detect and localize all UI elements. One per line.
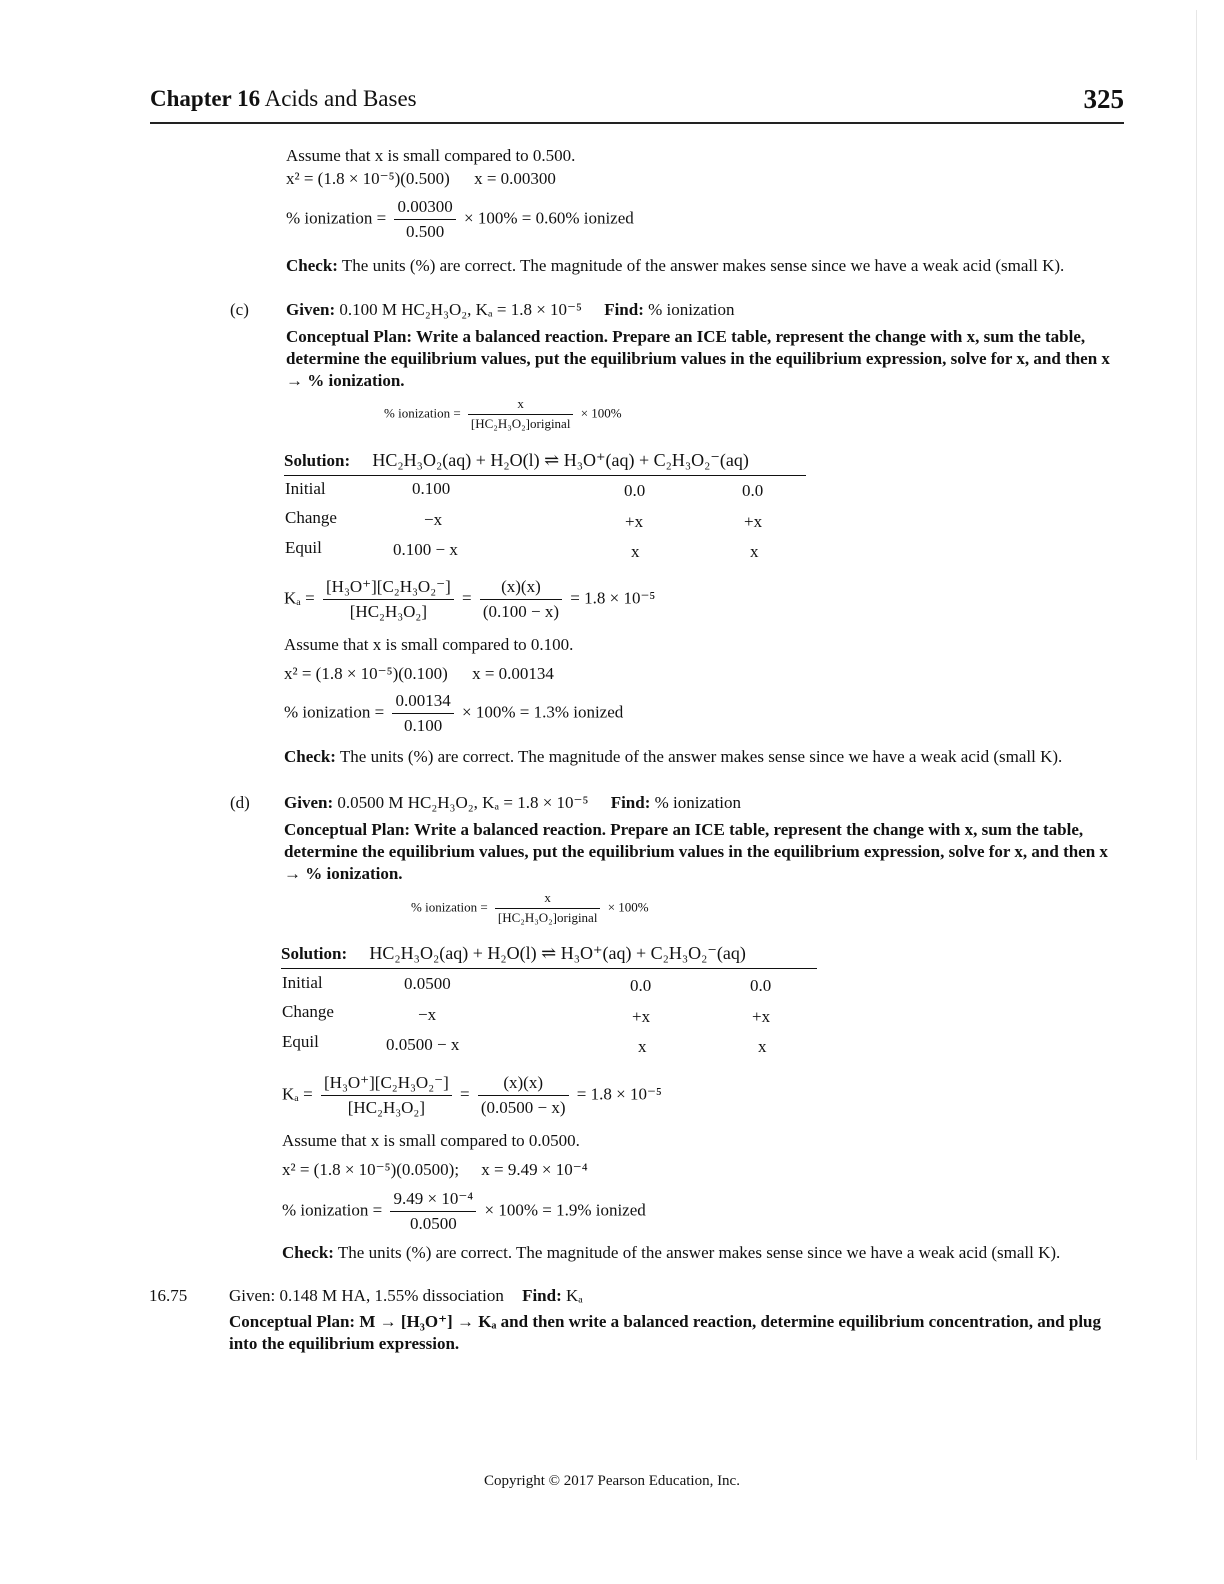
page-number: 325 (1083, 84, 1124, 114)
part-c-ka-num2: (x)(x) (480, 576, 562, 600)
part-d-plan-num: x (495, 890, 601, 909)
part-c-pct-den: 0.100 (403, 716, 443, 736)
problem-16-75-find-label: Find: (522, 1286, 562, 1305)
part-d-ice-acid: −x (418, 1005, 437, 1024)
part-c-solution-header (284, 449, 806, 476)
part-c-plan-num: x (468, 396, 574, 415)
part-c-conceptual-plan: Conceptual Plan: Write a balanced reaction. Prepare an ICE table, represent the change with x, sum the table, determine the equilibrium values, put the equilibrium values in the equilibrium expression, solve for x, and then x → % ionization. (286, 327, 1110, 391)
part-b-check (286, 255, 1086, 277)
chapter-name: Acids and Bases (264, 86, 417, 111)
part-b-x2-equation (286, 168, 556, 190)
part-d-x2: x² = (1.8 × 10⁻⁵)(0.0500); (282, 1160, 460, 1179)
part-c-x-value: x = 0.00134 (472, 664, 554, 683)
part-c-ka-result: = 1.8 × 10⁻⁵ (570, 588, 656, 608)
part-d-ice-row-label: Change (282, 1002, 334, 1021)
part-d-ice-base: x (758, 1037, 767, 1056)
part-d-letter: (d) (230, 793, 250, 812)
part-c-letter: (c) (230, 300, 249, 319)
chapter-title (150, 84, 417, 114)
part-d-ka-den1: [HC₂H₃O₂] (347, 1098, 426, 1118)
part-c-ka-fraction-2 (480, 576, 562, 623)
part-c-ka-label: Kₐ = (284, 588, 315, 608)
part-b-pct-result: × 100% = 0.60% ionized (463, 208, 634, 228)
part-d-plan-den: [HC₂H₃O₂]original (497, 909, 598, 925)
part-c-ice-base: x (750, 542, 759, 561)
part-c-solution-label: Solution: (284, 451, 351, 470)
part-b-check-label: Check: (286, 256, 338, 275)
part-c-ka-fraction-1 (323, 576, 454, 623)
part-c-ka-num1: [H₃O⁺][C₂H₃O₂⁻] (323, 576, 454, 600)
part-d-given-text: 0.0500 M HC₂H₃O₂, Kₐ = 1.8 × 10⁻⁵ (337, 793, 589, 812)
part-b-pct-den: 0.500 (405, 222, 445, 242)
part-d-ice-row-label: Initial (282, 973, 323, 992)
part-c-plan-label: % ionization = (384, 405, 461, 421)
part-d-pct-den: 0.0500 (409, 1214, 457, 1234)
part-c-ice-base: +x (744, 512, 763, 531)
part-c-find-text: % ionization (648, 300, 735, 319)
part-d-pct-fraction (390, 1188, 476, 1235)
part-d-ice-acid: 0.0500 − x (386, 1035, 460, 1054)
part-d-ka-expression: Kₐ = $\frac{\text{[H₃O⁺][C₂H₃O₂⁻]}}{\text{[HC₂H₃O₂]}}$ = $\frac{(x)(x)}{(0.0500 - x)}$ = 1.8 × 10⁻⁵ (282, 1072, 662, 1119)
part-d-ice-h3o: +x (632, 1007, 651, 1026)
part-d-given-label: Given: (284, 793, 334, 812)
part-c-ice-h3o: 0.0 (624, 481, 646, 500)
problem-number: 16.75 (149, 1286, 188, 1305)
part-b-pct-num: 0.00300 (394, 196, 455, 220)
part-c-ice-acid: 0.100 − x (393, 540, 458, 559)
part-c-ka-den1: [HC₂H₃O₂] (349, 602, 428, 622)
part-c-ice-base: 0.0 (742, 481, 764, 500)
part-c-plan-tail: × 100% (580, 405, 622, 421)
part-c-given-text: 0.100 M HC₂H₃O₂, Kₐ = 1.8 × 10⁻⁵ (339, 300, 582, 319)
part-d-x-value: x = 9.49 × 10⁻⁴ (481, 1160, 588, 1179)
part-c-given (286, 299, 735, 321)
part-d-check-text: The units (%) are correct. The magnitude of the answer makes sense since we have a weak acid (small K). (337, 1243, 1061, 1262)
part-c-check (284, 746, 1084, 768)
page-edge-line (1196, 10, 1197, 1460)
problem-16-75-given-text: 0.148 M HA, 1.55% dissociation (279, 1286, 504, 1305)
part-c-x2: x² = (1.8 × 10⁻⁵)(0.100) (284, 664, 448, 683)
part-c-check-text: The units (%) are correct. The magnitude of the answer makes sense since we have a weak acid (small K). (339, 747, 1063, 766)
part-d-ice-h3o: 0.0 (630, 976, 652, 995)
part-c-pct-num: 0.00134 (392, 690, 453, 714)
part-b-percent-ionization (286, 196, 634, 243)
part-d-solution-label: Solution: (281, 944, 348, 963)
part-c-ice-acid: 0.100 (412, 479, 451, 498)
part-b-check-text: The units (%) are correct. The magnitude of the answer makes sense since we have a weak acid (small K). (341, 256, 1065, 275)
part-d-x2-equation (282, 1159, 588, 1181)
part-d-ka-fraction-1 (321, 1072, 452, 1119)
part-c-check-label: Check: (284, 747, 336, 766)
part-b-assume: Assume that x is small compared to 0.500. (286, 146, 576, 165)
part-d-ka-num2: (x)(x) (478, 1072, 569, 1096)
part-c-percent-ionization (284, 690, 623, 737)
part-c-ice-acid: −x (424, 510, 443, 529)
copyright-footer: Copyright © 2017 Pearson Education, Inc. (484, 1473, 740, 1489)
part-d-ice-base: 0.0 (750, 976, 772, 995)
part-c-pct-label: % ionization = (284, 702, 385, 722)
part-d-find-text: % ionization (654, 793, 742, 812)
part-b-x2: x² = (1.8 × 10⁻⁵)(0.500) (286, 169, 450, 188)
part-d-conceptual-plan: Conceptual Plan: Write a balanced reaction. Prepare an ICE table, represent the change with x, sum the table, determine the equilibrium values, put the equilibrium values in the equilibrium expression, solve for x, and then x → % ionization. (284, 820, 1108, 884)
part-d-find-label: Find: (610, 793, 651, 812)
part-d-plan-label: % ionization = (411, 899, 488, 915)
part-c-pct-result: × 100% = 1.3% ionized (461, 702, 624, 722)
part-d-pct-label: % ionization = (282, 1200, 383, 1220)
part-c-plan-fraction (468, 396, 574, 433)
part-c-given-label: Given: (286, 300, 336, 319)
page-header (150, 84, 1124, 124)
part-d-ice-h3o: x (638, 1037, 647, 1056)
part-c-assume: Assume that x is small compared to 0.100. (284, 635, 574, 654)
part-d-plan-formula (411, 890, 649, 927)
part-d-check (282, 1242, 1060, 1264)
part-d-check-label: Check: (282, 1243, 334, 1262)
part-c-plan-formula (384, 396, 622, 433)
part-c-ka-den2: (0.100 − x) (482, 602, 560, 622)
part-c-x2-equation (284, 663, 554, 685)
part-b-pct-fraction (394, 196, 455, 243)
part-d-ka-result: = 1.8 × 10⁻⁵ (576, 1084, 662, 1104)
problem-16-75-given (229, 1285, 583, 1307)
part-d-ka-label: Kₐ = (282, 1084, 313, 1104)
part-c-ka-expression: Kₐ = $\frac{\text{[H₃O⁺][C₂H₃O₂⁻]}}{\text{[HC₂H₃O₂]}}$ = $\frac{(x)(x)}{(0.100 - x)}$ = 1.8 × 10⁻⁵ (284, 576, 655, 623)
header-rule (150, 122, 1124, 124)
part-c-ice-row-label: Change (285, 508, 337, 527)
part-c-reaction: HC₂H₃O₂(aq) + H₂O(l) ⇌ H₃O⁺(aq) + C₂H₃O₂⁻(aq) (372, 450, 749, 470)
part-d-solution-header (281, 942, 817, 969)
part-d-ice-base: +x (752, 1007, 771, 1026)
part-c-pct-fraction (392, 690, 453, 737)
part-c-ice-row-label: Initial (285, 479, 326, 498)
problem-16-75-find-text: Kₐ (566, 1286, 583, 1305)
part-d-reaction: HC₂H₃O₂(aq) + H₂O(l) ⇌ H₃O⁺(aq) + C₂H₃O₂⁻(aq) (369, 943, 746, 963)
part-c-plan-den: [HC₂H₃O₂]original (470, 415, 571, 431)
part-d-percent-ionization (282, 1188, 646, 1235)
part-d-ka-fraction-2 (478, 1072, 569, 1119)
part-d-assume: Assume that x is small compared to 0.0500. (282, 1131, 580, 1150)
part-d-ka-den2: (0.0500 − x) (480, 1098, 566, 1118)
problem-16-75-conceptual-plan: Conceptual Plan: M → [H₃O⁺] → Kₐ and then write a balanced reaction, determine equilibrium concentration, and plug into the equilibrium expression. (229, 1312, 1102, 1354)
part-b-x-value: x = 0.00300 (474, 169, 556, 188)
part-d-plan-tail: × 100% (607, 899, 649, 915)
chapter-label: Chapter 16 (150, 86, 261, 111)
part-d-pct-num: 9.49 × 10⁻⁴ (390, 1188, 476, 1212)
part-d-plan-fraction (495, 890, 601, 927)
part-d-pct-result: × 100% = 1.9% ionized (484, 1200, 646, 1220)
part-c-ice-h3o: x (631, 542, 640, 561)
part-d-given (284, 792, 741, 814)
part-d-ka-num1: [H₃O⁺][C₂H₃O₂⁻] (321, 1072, 452, 1096)
problem-16-75-given-label: Given: (229, 1286, 276, 1305)
part-c-find-label: Find: (604, 300, 644, 319)
part-c-ice-row-label: Equil (285, 538, 322, 557)
part-d-ice-row-label: Equil (282, 1032, 319, 1051)
part-b-pct-label: % ionization = (286, 208, 387, 228)
part-d-ice-acid: 0.0500 (404, 974, 451, 993)
part-c-ice-h3o: +x (625, 512, 644, 531)
